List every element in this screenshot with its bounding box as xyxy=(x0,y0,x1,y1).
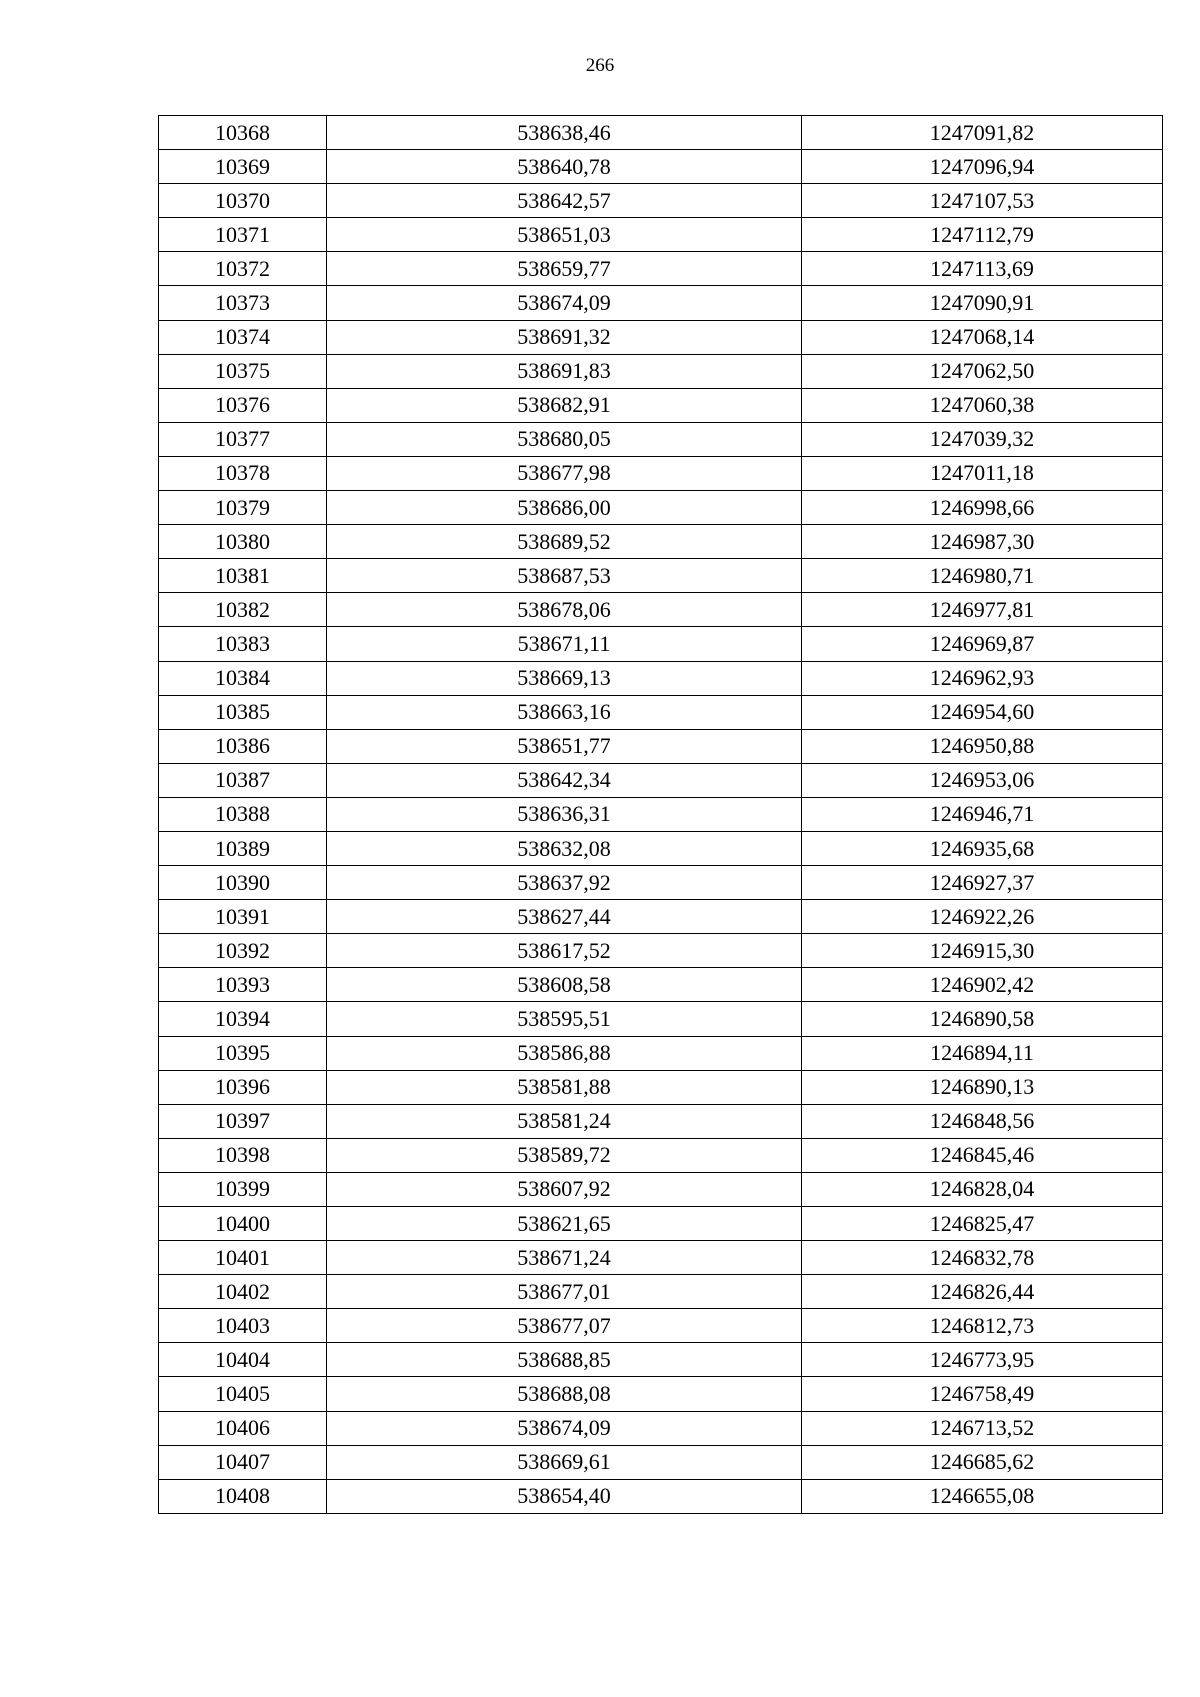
point-number-cell: 10399 xyxy=(159,1172,327,1206)
y-coordinate-cell: 1246902,42 xyxy=(802,968,1163,1002)
x-coordinate-cell: 538627,44 xyxy=(327,900,802,934)
point-number-cell: 10396 xyxy=(159,1070,327,1104)
point-number-cell: 10383 xyxy=(159,627,327,661)
x-coordinate-cell: 538677,01 xyxy=(327,1275,802,1309)
table-row xyxy=(159,1104,1163,1138)
table-row xyxy=(159,1002,1163,1036)
table-row xyxy=(159,491,1163,525)
y-coordinate-cell: 1247096,94 xyxy=(802,150,1163,184)
y-coordinate-cell: 1246845,46 xyxy=(802,1138,1163,1172)
y-coordinate-cell: 1247011,18 xyxy=(802,456,1163,490)
y-coordinate-cell: 1247113,69 xyxy=(802,252,1163,286)
table-row xyxy=(159,968,1163,1002)
table-row xyxy=(159,593,1163,627)
x-coordinate-cell: 538688,85 xyxy=(327,1343,802,1377)
x-coordinate-cell: 538691,83 xyxy=(327,354,802,388)
x-coordinate-cell: 538680,05 xyxy=(327,422,802,456)
table-row xyxy=(159,354,1163,388)
y-coordinate-cell: 1246953,06 xyxy=(802,763,1163,797)
x-coordinate-cell: 538651,03 xyxy=(327,218,802,252)
table-row xyxy=(159,661,1163,695)
point-number-cell: 10394 xyxy=(159,1002,327,1036)
table-row xyxy=(159,1138,1163,1172)
table-row xyxy=(159,388,1163,422)
x-coordinate-cell: 538608,58 xyxy=(327,968,802,1002)
x-coordinate-cell: 538651,77 xyxy=(327,729,802,763)
point-number-cell: 10373 xyxy=(159,286,327,320)
point-number-cell: 10374 xyxy=(159,320,327,354)
y-coordinate-cell: 1246950,88 xyxy=(802,729,1163,763)
table-row xyxy=(159,1275,1163,1309)
point-number-cell: 10408 xyxy=(159,1479,327,1513)
table-row xyxy=(159,1207,1163,1241)
point-number-cell: 10393 xyxy=(159,968,327,1002)
y-coordinate-cell: 1246998,66 xyxy=(802,491,1163,525)
point-number-cell: 10370 xyxy=(159,184,327,218)
y-coordinate-cell: 1246935,68 xyxy=(802,831,1163,865)
table-row xyxy=(159,320,1163,354)
x-coordinate-cell: 538581,88 xyxy=(327,1070,802,1104)
point-number-cell: 10371 xyxy=(159,218,327,252)
point-number-cell: 10400 xyxy=(159,1207,327,1241)
y-coordinate-cell: 1246890,58 xyxy=(802,1002,1163,1036)
point-number-cell: 10378 xyxy=(159,456,327,490)
table-row xyxy=(159,1377,1163,1411)
y-coordinate-cell: 1246655,08 xyxy=(802,1479,1163,1513)
point-number-cell: 10372 xyxy=(159,252,327,286)
point-number-cell: 10369 xyxy=(159,150,327,184)
table-row xyxy=(159,831,1163,865)
point-number-cell: 10384 xyxy=(159,661,327,695)
x-coordinate-cell: 538674,09 xyxy=(327,286,802,320)
point-number-cell: 10392 xyxy=(159,934,327,968)
point-number-cell: 10368 xyxy=(159,116,327,150)
table-row xyxy=(159,627,1163,661)
y-coordinate-cell: 1246969,87 xyxy=(802,627,1163,661)
y-coordinate-cell: 1247039,32 xyxy=(802,422,1163,456)
y-coordinate-cell: 1246922,26 xyxy=(802,900,1163,934)
x-coordinate-cell: 538669,61 xyxy=(327,1445,802,1479)
table-row xyxy=(159,934,1163,968)
y-coordinate-cell: 1246685,62 xyxy=(802,1445,1163,1479)
y-coordinate-cell: 1247107,53 xyxy=(802,184,1163,218)
y-coordinate-cell: 1246826,44 xyxy=(802,1275,1163,1309)
y-coordinate-cell: 1246713,52 xyxy=(802,1411,1163,1445)
x-coordinate-cell: 538638,46 xyxy=(327,116,802,150)
x-coordinate-cell: 538671,24 xyxy=(327,1241,802,1275)
x-coordinate-cell: 538595,51 xyxy=(327,1002,802,1036)
x-coordinate-cell: 538617,52 xyxy=(327,934,802,968)
x-coordinate-cell: 538677,07 xyxy=(327,1309,802,1343)
x-coordinate-cell: 538691,32 xyxy=(327,320,802,354)
point-number-cell: 10395 xyxy=(159,1036,327,1070)
point-number-cell: 10381 xyxy=(159,559,327,593)
y-coordinate-cell: 1246832,78 xyxy=(802,1241,1163,1275)
table-row xyxy=(159,1172,1163,1206)
point-number-cell: 10380 xyxy=(159,525,327,559)
point-number-cell: 10388 xyxy=(159,797,327,831)
table-row xyxy=(159,525,1163,559)
table-row xyxy=(159,252,1163,286)
table-row xyxy=(159,729,1163,763)
table-row xyxy=(159,218,1163,252)
x-coordinate-cell: 538669,13 xyxy=(327,661,802,695)
x-coordinate-cell: 538589,72 xyxy=(327,1138,802,1172)
point-number-cell: 10375 xyxy=(159,354,327,388)
point-number-cell: 10391 xyxy=(159,900,327,934)
y-coordinate-cell: 1247062,50 xyxy=(802,354,1163,388)
y-coordinate-cell: 1246946,71 xyxy=(802,797,1163,831)
y-coordinate-cell: 1247091,82 xyxy=(802,116,1163,150)
y-coordinate-cell: 1246773,95 xyxy=(802,1343,1163,1377)
y-coordinate-cell: 1246890,13 xyxy=(802,1070,1163,1104)
point-number-cell: 10385 xyxy=(159,695,327,729)
page-number: 266 xyxy=(585,55,615,76)
table-row xyxy=(159,1036,1163,1070)
point-number-cell: 10397 xyxy=(159,1104,327,1138)
table-row xyxy=(159,763,1163,797)
y-coordinate-cell: 1247060,38 xyxy=(802,388,1163,422)
point-number-cell: 10401 xyxy=(159,1241,327,1275)
point-number-cell: 10402 xyxy=(159,1275,327,1309)
point-number-cell: 10387 xyxy=(159,763,327,797)
y-coordinate-cell: 1247112,79 xyxy=(802,218,1163,252)
y-coordinate-cell: 1246962,93 xyxy=(802,661,1163,695)
x-coordinate-cell: 538581,24 xyxy=(327,1104,802,1138)
y-coordinate-cell: 1246980,71 xyxy=(802,559,1163,593)
table-row xyxy=(159,1309,1163,1343)
x-coordinate-cell: 538607,92 xyxy=(327,1172,802,1206)
point-number-cell: 10377 xyxy=(159,422,327,456)
point-number-cell: 10376 xyxy=(159,388,327,422)
table-row xyxy=(159,184,1163,218)
table-row xyxy=(159,150,1163,184)
y-coordinate-cell: 1246894,11 xyxy=(802,1036,1163,1070)
y-coordinate-cell: 1246828,04 xyxy=(802,1172,1163,1206)
y-coordinate-cell: 1246848,56 xyxy=(802,1104,1163,1138)
table-row xyxy=(159,1411,1163,1445)
x-coordinate-cell: 538642,34 xyxy=(327,763,802,797)
x-coordinate-cell: 538686,00 xyxy=(327,491,802,525)
x-coordinate-cell: 538636,31 xyxy=(327,797,802,831)
y-coordinate-cell: 1246954,60 xyxy=(802,695,1163,729)
x-coordinate-cell: 538674,09 xyxy=(327,1411,802,1445)
x-coordinate-cell: 538682,91 xyxy=(327,388,802,422)
coordinates-table xyxy=(158,115,1163,1514)
y-coordinate-cell: 1246758,49 xyxy=(802,1377,1163,1411)
y-coordinate-cell: 1246825,47 xyxy=(802,1207,1163,1241)
table-row xyxy=(159,1241,1163,1275)
point-number-cell: 10389 xyxy=(159,831,327,865)
point-number-cell: 10405 xyxy=(159,1377,327,1411)
x-coordinate-cell: 538687,53 xyxy=(327,559,802,593)
table-row xyxy=(159,1070,1163,1104)
x-coordinate-cell: 538663,16 xyxy=(327,695,802,729)
table-row xyxy=(159,1343,1163,1377)
table-row xyxy=(159,422,1163,456)
y-coordinate-cell: 1246812,73 xyxy=(802,1309,1163,1343)
x-coordinate-cell: 538586,88 xyxy=(327,1036,802,1070)
x-coordinate-cell: 538689,52 xyxy=(327,525,802,559)
x-coordinate-cell: 538671,11 xyxy=(327,627,802,661)
x-coordinate-cell: 538637,92 xyxy=(327,866,802,900)
y-coordinate-cell: 1247090,91 xyxy=(802,286,1163,320)
x-coordinate-cell: 538659,77 xyxy=(327,252,802,286)
table-row xyxy=(159,695,1163,729)
table-row xyxy=(159,900,1163,934)
point-number-cell: 10379 xyxy=(159,491,327,525)
point-number-cell: 10406 xyxy=(159,1411,327,1445)
x-coordinate-cell: 538642,57 xyxy=(327,184,802,218)
point-number-cell: 10404 xyxy=(159,1343,327,1377)
table-row xyxy=(159,866,1163,900)
point-number-cell: 10382 xyxy=(159,593,327,627)
coordinates-table-body xyxy=(159,116,1163,1514)
table-row xyxy=(159,286,1163,320)
point-number-cell: 10403 xyxy=(159,1309,327,1343)
table-row xyxy=(159,1479,1163,1513)
x-coordinate-cell: 538678,06 xyxy=(327,593,802,627)
x-coordinate-cell: 538640,78 xyxy=(327,150,802,184)
point-number-cell: 10407 xyxy=(159,1445,327,1479)
y-coordinate-cell: 1246927,37 xyxy=(802,866,1163,900)
y-coordinate-cell: 1246977,81 xyxy=(802,593,1163,627)
point-number-cell: 10386 xyxy=(159,729,327,763)
y-coordinate-cell: 1246915,30 xyxy=(802,934,1163,968)
y-coordinate-cell: 1246987,30 xyxy=(802,525,1163,559)
x-coordinate-cell: 538632,08 xyxy=(327,831,802,865)
y-coordinate-cell: 1247068,14 xyxy=(802,320,1163,354)
x-coordinate-cell: 538677,98 xyxy=(327,456,802,490)
point-number-cell: 10390 xyxy=(159,866,327,900)
table-row xyxy=(159,797,1163,831)
table-row xyxy=(159,559,1163,593)
table-row xyxy=(159,1445,1163,1479)
x-coordinate-cell: 538654,40 xyxy=(327,1479,802,1513)
table-row xyxy=(159,116,1163,150)
x-coordinate-cell: 538621,65 xyxy=(327,1207,802,1241)
point-number-cell: 10398 xyxy=(159,1138,327,1172)
table-row xyxy=(159,456,1163,490)
x-coordinate-cell: 538688,08 xyxy=(327,1377,802,1411)
